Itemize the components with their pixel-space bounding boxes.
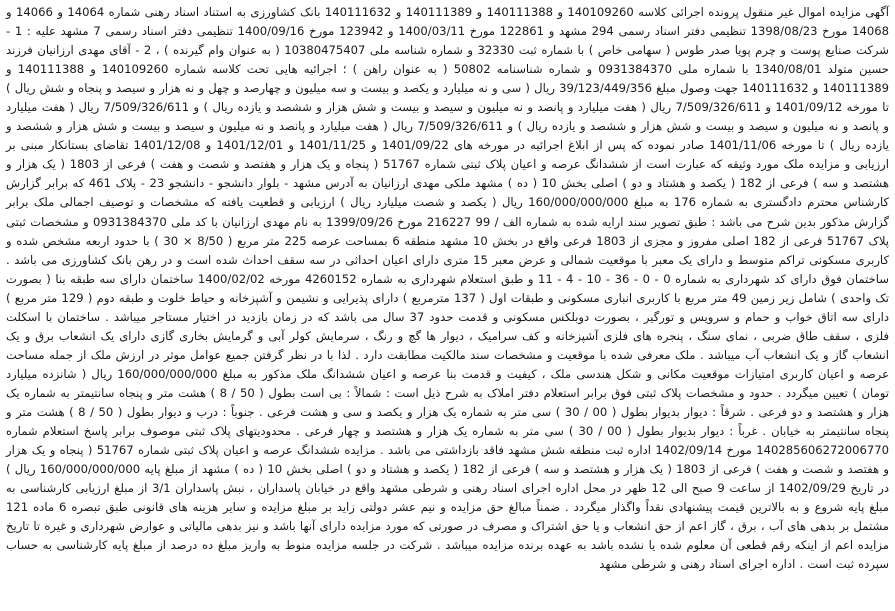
auction-notice-text: آگهی مزایده اموال غیر منقول پرونده اجرائی کلاسه 140109260 و 140111388 و 140111389 و 140111632 بانک کشاورزی به استناد اسناد رهنی شماره 14064 و 14066 و 14068 مورخ 1398/08/23 تنظیمی دفتر اسناد رسمی 294 مشهد و 122861 مورخ 1400/03/11 و 123942 مورخ 1400/09/16 تنظیمی دفتر اسناد رسمی 7 مشهد علیه : 1 - شرکت صنایع پوست و چرم پویا صدر طوس ( سهامی خاص ) با شماره ثبت 32330 و شماره شناسه ملی 10380475407 ( به عنوان وام گیرنده ) ، 2 - آقای مهدی ارزانیان فرزند حسین متولد 1340/08/01 با شماره ملی 0931384370 و شماره شناسنامه 50802 ( به عنوان راهن ) ؛ اجرائیه هایی تحت کلاسه شماره 140109260 و 140111388 و 140111389 و 140111632 جهت وصول مبلغ 39/123/449/356 ریال ( سی و نه میلیارد و یکصد و بیست و سه میلیون و چهارصد و چهل و نه هزار و سیصد و پنجاه و شش ریال ) تا مورخه 1401/09/12 و 7/509/326/611 ریال ( هفت میلیارد و پانصد و نه میلیون و سیصد و بیست و شش هزار و ششصد و یازده ریال ) و 7/509/326/611 ریال ( هفت میلیارد و پانصد و نه میلیون و سیصد و بیست و شش هزار و ششصد و یازده ریال ) و 7/509/326/611 ریال ( هفت میلیارد و پانصد و نه میلیون و سیصد و بیست و شش هزار و ششصد و یازده ریال ) تا مورخه 1401/11/06 صادر نموده که پس از ابلاغ اجرائیه در مورخه های 1401/09/22 و 1401/11/25 و 1401/12/01 و 1401/12/08 تقاضای بستانکار مبنی بر ارزیابی و مزایده ملک مورد وثیقه که عبارت است از ششدانگ عرصه و اعیان پلاک ثبتی شماره 51767 ( پنجاه و یک هزار و هفتصد و شصت و هفت ) فرعی از 1803 ( یک هزار و هشتصد و سه ) فرعی از 182 ( یکصد و هشتاد و دو ) اصلی بخش 10 ( ده ) مشهد ملکی مهدی ارزانیان به آدرس مشهد - بلوار دانشجو - دانشجو 23 - پلاک 461 که برابر گزارش کارشناس محترم دادگستری به شماره 176 به مبلغ 160/000/000/000 ریال ( یکصد و شصت میلیارد ریال ) ارزیابی و قطعیت یافته که مشخصات و توصیف اجمالی ملک برابر گزارش مذکور بدین شرح می باشد : طبق تصویر سند ارایه شده به شماره الف / 99 216227 مورخ 1399/09/26 به نام مهدی ارزانیان با کد ملی 0931384370 و مشخصات ثبتی پلاک 51767 فرعی از 182 اصلی مفروز و مجزی از 1803 فرعی واقع در بخش 10 مشهد منطقه 6 بمساحت عرصه 225 متر مربع ( 8/50 × 30 ) با حدود اربعه مشخص شده و کاربری مسکونی تراکم متوسط و دارای یک معبر با موقعیت شمالی و عرض معبر 15 متری دارای اعیان احداثی در سه سقف احداث شده است و در رهن بانک کشاورزی می باشد . ساختمان فوق دارای کد شهرداری به شماره 0 - 0 - 36 - 10 - 4 - 11 و طبق استعلام شهرداری به شماره 4260152 مورخه 1400/02/02 ساختمان دارای سه طبقه بنا ( بصورت تک واحدی ) شامل زیر زمین 49 متر مربع با کاربری انباری مسکونی و طبقات اول ( 137 مترمربع ) دارای پذیرایی و نشیمن و آشپزخانه و حیاط خلوت و طبقه دوم ( 129 متر مربع ) دارای سه اتاق خواب و حمام و سرویس و تورگیر ، بصورت دوبلکس مسکونی و قدمت حدود 37 سال می باشد که در زمان بازدید در اختیار مستاجر میباشد . ساختمان با اسکلت فلزی ، سقف طاق ضربی ، نمای سنگ ، پنجره های فلزی آشپزخانه و کف سرامیک ، دیوار ها گچ و رنگ ، سرمایش کولر آبی و گرمایش بخاری گازی دارای یک انشعاب برق و یک انشعاب گاز و یک انشعاب آب میباشد . ملک معرفی شده با موقعیت و مشخصات سند مالکیت مطابقت دارد . لذا با در نظر گرفتن جمیع عوامل موثر در ارزش ملک از جمله مساحت عرصه و اعیان کاربری امتیازات موقعیت مکانی و شکل هندسی ملک ، کیفیت و قدمت بنا عرصه و اعیان ششدانگ ملک مذکور به مبلغ 160/000/000/000 ریال ( شانزده میلیارد تومان ) تعیین میگردد . حدود و مشخصات پلاک ثبتی فوق برابر استعلام دفتر املاک به شرح ذیل است : شمالاً : بی است بطول ( 50 / 8 ) هشت متر و پنجاه سانتیمتر به شماره یک هزار و هشتصد و دو فرعی . شرقاً : دیوار بدیوار بطول ( 00 / 30 ) سی متر به شماره یک هزار و یکصد و سی و هشت فرعی . جنوباً : درب و دیوار بطول ( 50 / 8 ) هشت متر و پنجاه سانتیمتر به خیابان . غرباً : دیوار بدیوار بطول ( 00 / 30 ) سی متر به شماره یک هزار و هشتصد و چهار فرعی . محدودیتهای پلاک ثبتی موصوف برابر پاسخ استعلام شماره 140285606272006770 مورخ 1402/09/14 اداره ثبت منطقه شش مشهد فاقد بازداشتی می باشد . مزایده ششدانگ عرصه و اعیان پلاک ثبتی شماره 51767 ( پنجاه و یک هزار و هفتصد و شصت و هفت ) فرعی از 1803 ( یک هزار و هشتصد و سه ) فرعی از 182 ( یکصد و هشتاد و دو ) اصلی بخش 10 ( ده ) مشهد از مبلغ پایه 160/000/000/000 ریال ) در تاریخ 1402/09/29 از ساعت 9 صبح الی 12 ظهر در محل اداره اجرای اسناد رهنی و شرطی مشهد واقع در خیابان پاسداران ، نبش پاسداران 3/1 از مبلغ ارزیابی کارشناسی به مبلغ پایه شروع و به بالاترین قیمت پیشنهادی نقداً واگذار میگردد . ضمناً مبالغ حق مزایده و نیم عشر دولتی زاید بر مبلغ مزایده و سایر هزینه های قانونی طبق تبصره 6 ماده 121 مشتمل بر بدهی های آب ، برق ، گاز اعم از حق انشعاب و یا حق اشتراک و مصرف در صورتی که مورد مزایده دارای آنها باشد و نیز بدهی مالیاتی و عوارض شهرداری و غیره تا تاریخ مزایده اعم از اینکه رقم قطعی آن معلوم شده یا نشده باشد به عهده برنده مزایده میباشد . شرکت در جلسه مزایده منوط به واریز مبلغ ده درصد از مبلغ پایه کارشناسی به حساب سپرده ثبت است . اداره اجرای اسناد رهنی و شرطی مشهد [6, 5, 890, 572]
